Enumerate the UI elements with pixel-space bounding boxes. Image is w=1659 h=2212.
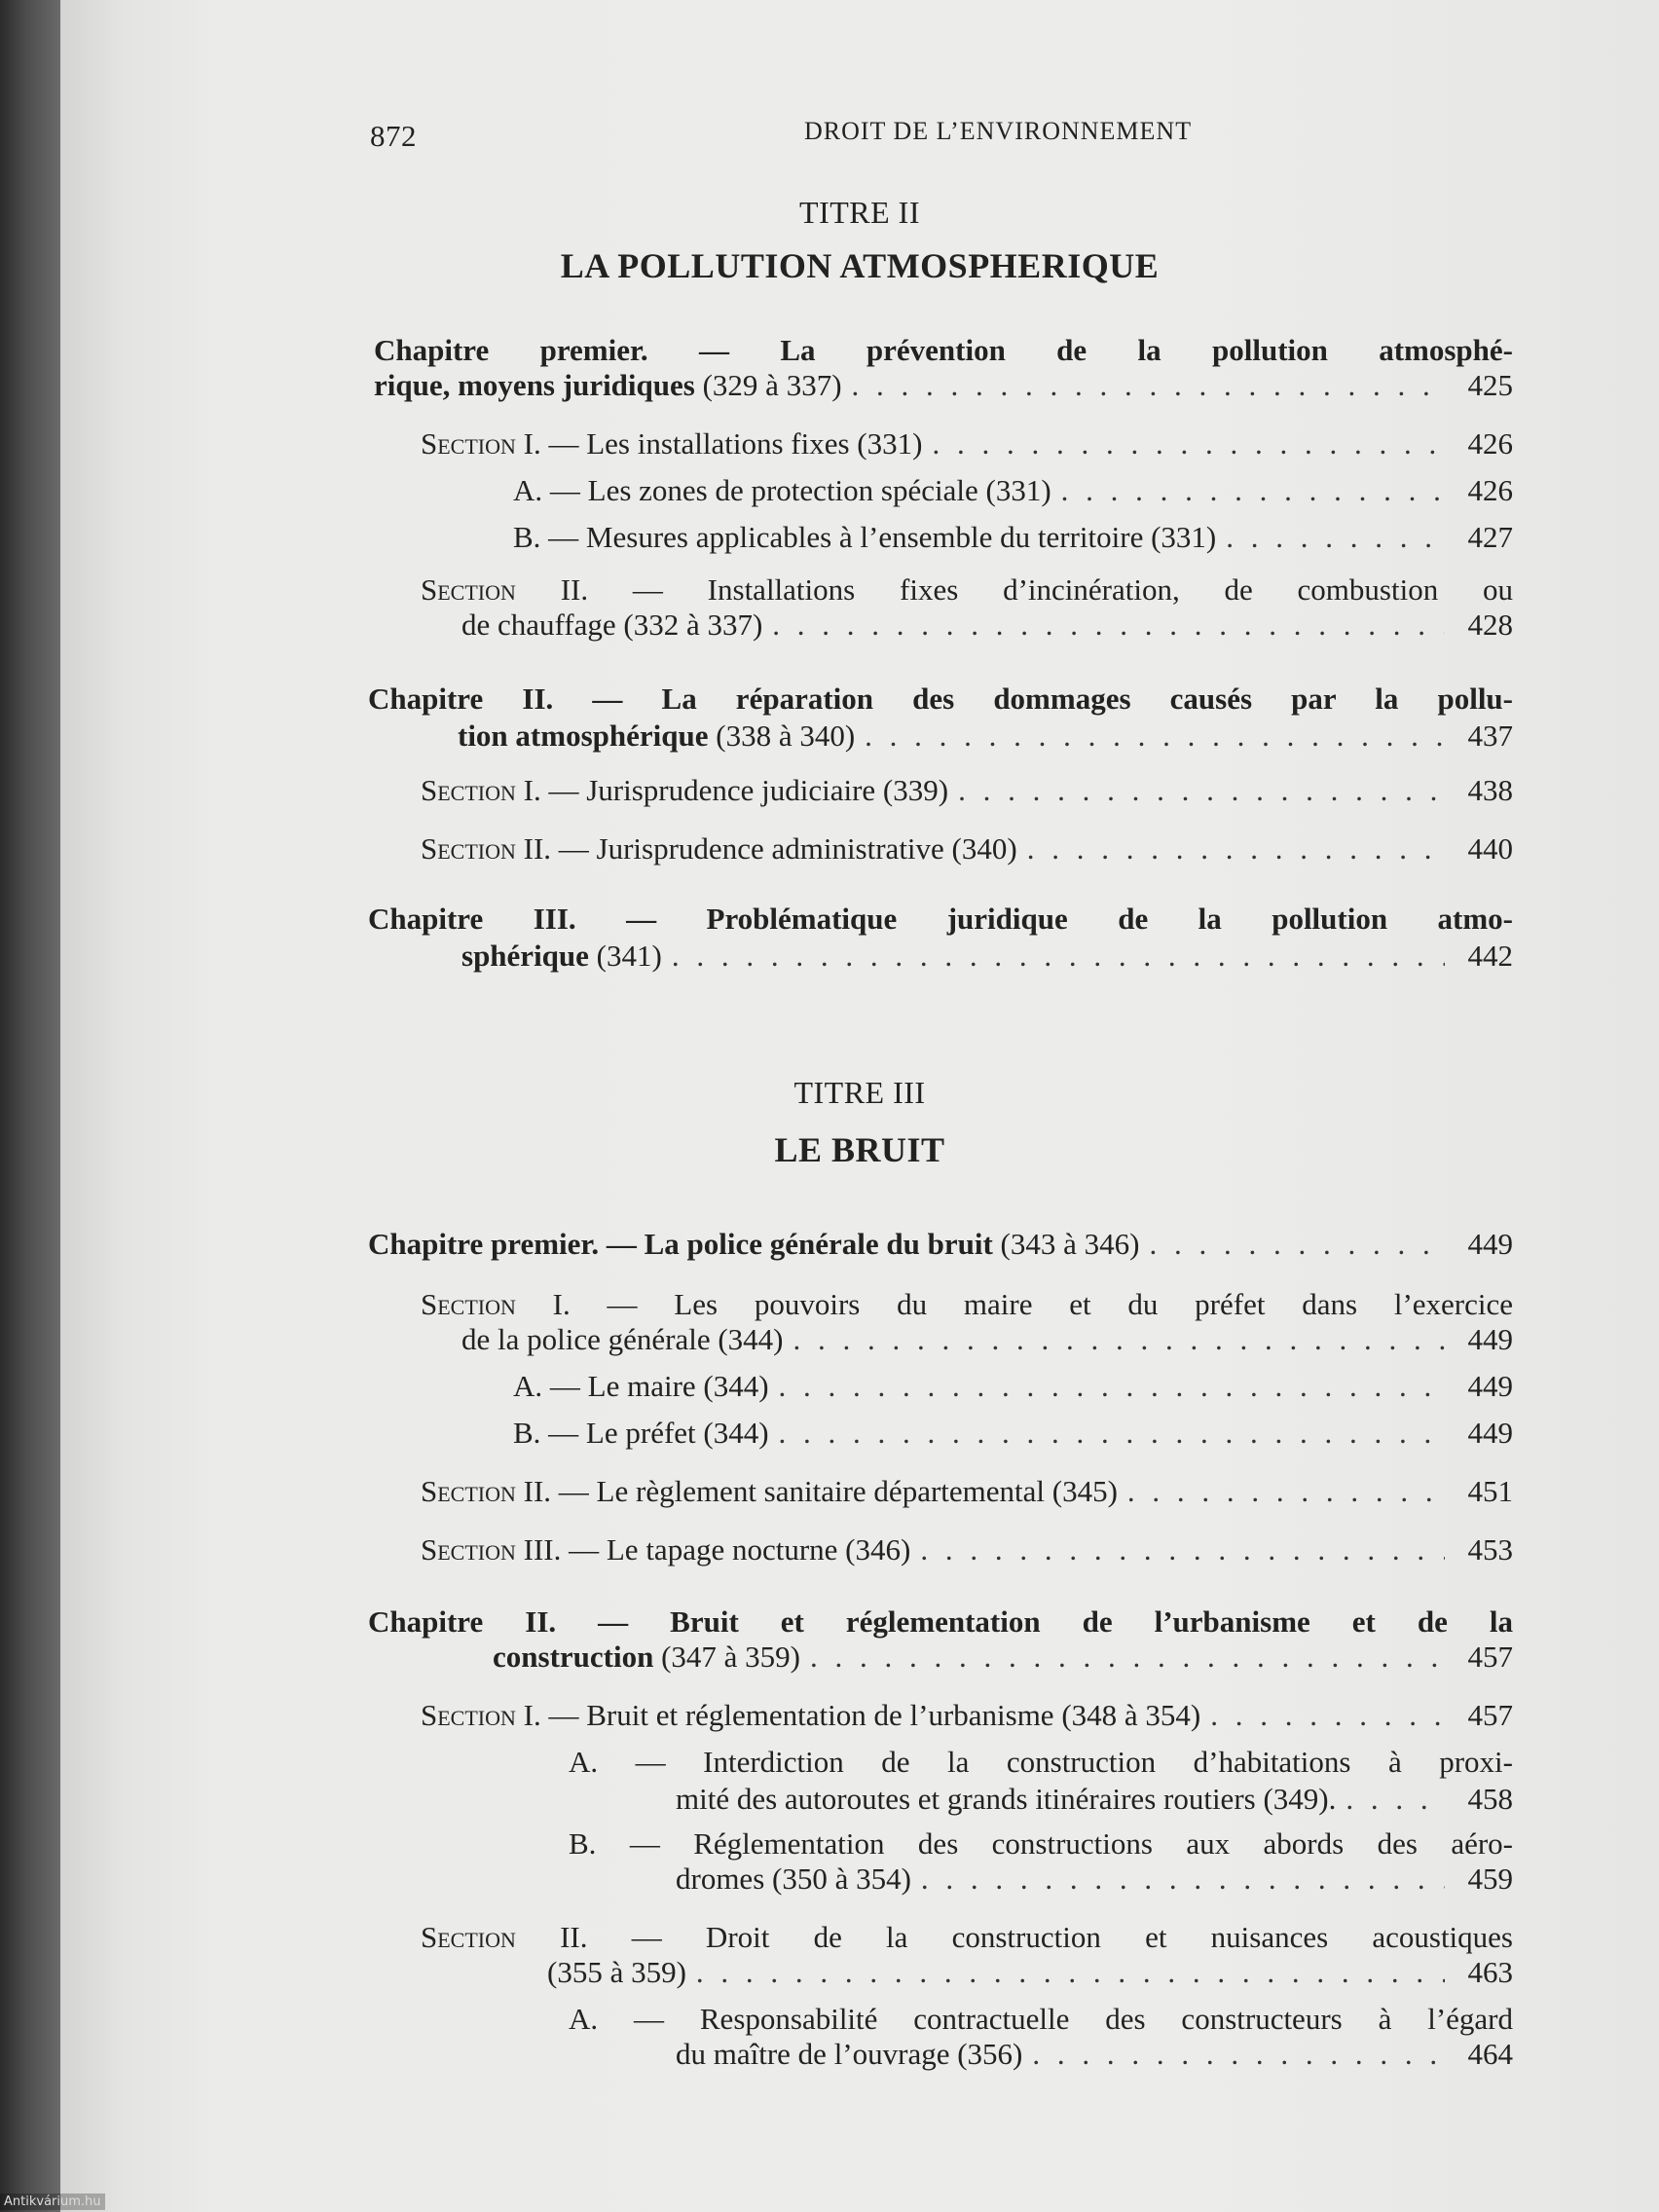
dot-leader xyxy=(932,424,1445,463)
bruit-section-1-b-title: B. — Le préfet (344) xyxy=(513,1416,769,1450)
bruit-section-2-title: — Le règlement sanitaire départemental (345) xyxy=(558,1474,1118,1508)
chapter-1-page: 425 xyxy=(1467,368,1513,402)
bruit-section-3-entry xyxy=(421,1530,1513,1569)
dot-leader xyxy=(1061,471,1445,510)
bruit-ch2-section-2-a-page: 464 xyxy=(1467,2037,1513,2071)
chapter-2-page: 437 xyxy=(1467,719,1513,753)
bruit-ch2-section-2-page: 463 xyxy=(1467,1955,1513,1989)
bruit-chapter-2-title-end: construction xyxy=(493,1640,654,1674)
section-1-a-entry xyxy=(513,471,1513,510)
bruit-ch2-section-1-title: — Bruit et réglementation de l’urbanisme (348 à 354) xyxy=(548,1698,1201,1732)
bruit-chapter-1-range: (343 à 346) xyxy=(1000,1227,1140,1261)
bruit-chapter-1-page: 449 xyxy=(1467,1227,1513,1261)
chapter-2-line-1: Chapitre II. — La réparation des dommages causés par la pollu- xyxy=(368,682,1513,716)
chapter-1-line-1: Chapitre premier. — La prévention de la pollution atmosphé- xyxy=(374,333,1513,367)
bruit-section-2-entry xyxy=(421,1472,1513,1511)
bruit-ch2-section-2-a-line-1: A. — Responsabilité contractuelle des constructeurs à l’égard xyxy=(569,2002,1513,2036)
book-spine-shadow xyxy=(0,0,60,2212)
section-1-title: — Les installations fixes (331) xyxy=(548,426,923,461)
dot-leader xyxy=(865,717,1445,756)
chapter-2-section-1-label: Section I. xyxy=(421,773,541,807)
bruit-section-3-label: Section III. xyxy=(421,1532,562,1567)
dot-leader xyxy=(779,1414,1445,1453)
dot-leader xyxy=(1127,1472,1445,1511)
section-2-title-end: de chauffage (332 à 337) xyxy=(461,608,763,642)
book-page xyxy=(60,0,1659,2212)
section-1-entry xyxy=(421,424,1513,463)
bruit-section-1-entry xyxy=(461,1320,1513,1359)
chapter-3-line-1: Chapitre III. — Problématique juridique de la pollution atmo- xyxy=(368,902,1513,936)
bruit-section-3-page: 453 xyxy=(1467,1532,1513,1567)
chapter-2-entry xyxy=(458,717,1513,756)
bruit-ch2-a-line-1: A. — Interdiction de la construction d’habitations à proxi- xyxy=(569,1745,1513,1779)
chapter-3-title-end: sphérique xyxy=(461,939,589,973)
section-2-label: Section II. xyxy=(421,572,589,607)
bruit-section-1-b-page: 449 xyxy=(1467,1416,1513,1450)
titre-3-name: LE BRUIT xyxy=(774,1130,945,1169)
dot-leader xyxy=(772,606,1445,645)
dot-leader xyxy=(1149,1225,1445,1264)
chapter-1-title-end: rique, moyens juridiques xyxy=(374,368,695,402)
bruit-chapter-2-range: (347 à 359) xyxy=(661,1640,800,1674)
dot-leader xyxy=(921,1860,1445,1899)
titre-3-label: TITRE III xyxy=(793,1075,926,1110)
section-1-b-entry xyxy=(513,518,1513,557)
dot-leader xyxy=(1210,1696,1445,1735)
bruit-ch2-section-2-title-end: (355 à 359) xyxy=(547,1955,686,1989)
bruit-section-3-title: — Le tapage nocturne (346) xyxy=(569,1532,911,1567)
bruit-ch2-section-1-page: 457 xyxy=(1467,1698,1513,1732)
bruit-section-1-b-entry xyxy=(513,1414,1513,1453)
dot-leader xyxy=(1032,2035,1445,2074)
bruit-chapter-2-entry xyxy=(493,1638,1513,1677)
chapter-2-range: (338 à 340) xyxy=(716,719,856,753)
running-title: DROIT DE L’ENVIRONNEMENT xyxy=(804,117,1193,145)
bruit-ch2-a-entry xyxy=(676,1780,1513,1819)
bruit-section-1-a-entry xyxy=(513,1367,1513,1406)
chapter-3-range: (341) xyxy=(596,939,662,973)
bruit-section-2-page: 451 xyxy=(1467,1474,1513,1508)
bruit-ch2-section-2-entry xyxy=(547,1953,1513,1992)
section-2-entry xyxy=(461,606,1513,645)
bruit-ch2-section-2-a-title-end: du maître de l’ouvrage (356) xyxy=(676,2037,1023,2071)
bruit-ch2-section-2-a-entry xyxy=(676,2035,1513,2074)
bruit-chapter-1-entry xyxy=(368,1225,1513,1264)
chapter-2-section-2-label: Section II. xyxy=(421,831,552,866)
chapter-2-title-end: tion atmosphérique xyxy=(458,719,709,753)
chapter-3-page: 442 xyxy=(1467,939,1513,973)
bruit-ch2-section-2-title: — Droit de la construction et nuisances acoustiques xyxy=(631,1920,1513,1954)
bruit-ch2-b-entry xyxy=(676,1860,1513,1899)
bruit-section-1-label: Section I. xyxy=(421,1287,571,1321)
bruit-section-1-line-1 xyxy=(421,1285,1513,1324)
bruit-chapter-2-line-1: Chapitre II. — Bruit et réglementation de l’urbanisme et de la xyxy=(368,1604,1513,1639)
section-1-a-title: A. — Les zones de protection spéciale (331) xyxy=(513,473,1051,507)
dot-leader xyxy=(1226,518,1445,557)
dot-leader xyxy=(852,366,1445,405)
chapter-3-entry xyxy=(461,937,1513,976)
titre-2-label: TITRE II xyxy=(799,195,920,230)
bruit-ch2-a-page: 458 xyxy=(1467,1782,1513,1816)
watermark: Antikvárium.hu xyxy=(0,2194,105,2210)
chapter-2-section-1-title: — Jurisprudence judiciaire (339) xyxy=(548,773,949,807)
bruit-section-1-page: 449 xyxy=(1467,1322,1513,1356)
dot-leader xyxy=(1346,1780,1445,1819)
dot-leader xyxy=(1027,830,1445,868)
section-2-line-1 xyxy=(421,571,1513,609)
bruit-ch2-b-page: 459 xyxy=(1467,1862,1513,1896)
chapter-2-section-1-page: 438 xyxy=(1467,773,1513,807)
dot-leader xyxy=(672,937,1445,976)
bruit-ch2-section-1-label: Section I. xyxy=(421,1698,541,1732)
chapter-2-section-2-page: 440 xyxy=(1467,831,1513,866)
dot-leader xyxy=(793,1320,1446,1359)
section-2-page: 428 xyxy=(1467,608,1513,642)
chapter-2-section-1-entry xyxy=(421,771,1513,810)
bruit-section-1-title-end: de la police générale (344) xyxy=(461,1322,784,1356)
section-2-title: — Installations fixes d’incinération, de combustion ou xyxy=(632,572,1513,607)
bruit-ch2-section-1-entry xyxy=(421,1696,1513,1735)
chapter-1-range: (329 à 337) xyxy=(702,368,842,402)
chapter-2-section-2-entry xyxy=(421,830,1513,868)
titre-2-name: LA POLLUTION ATMOSPHERIQUE xyxy=(560,246,1160,285)
bruit-section-2-label: Section II. xyxy=(421,1474,552,1508)
bruit-section-1-a-page: 449 xyxy=(1467,1369,1513,1403)
section-1-label: Section I. xyxy=(421,426,541,461)
section-1-page: 426 xyxy=(1467,426,1513,461)
dot-leader xyxy=(810,1638,1445,1677)
dot-leader xyxy=(779,1367,1445,1406)
bruit-section-1-a-title: A. — Le maire (344) xyxy=(513,1369,769,1403)
section-1-b-page: 427 xyxy=(1467,520,1513,554)
dot-leader xyxy=(958,771,1445,810)
bruit-ch2-b-line-1: B. — Réglementation des constructions aux abords des aéro- xyxy=(569,1826,1513,1861)
section-1-a-page: 426 xyxy=(1467,473,1513,507)
chapter-2-section-2-title: — Jurisprudence administrative (340) xyxy=(558,831,1017,866)
chapter-1-entry xyxy=(374,366,1513,405)
bruit-ch2-section-2-label: Section II. xyxy=(421,1920,588,1954)
bruit-section-1-title: — Les pouvoirs du maire et du préfet dans l’exercice xyxy=(607,1287,1514,1321)
bruit-ch2-b-title-end: dromes (350 à 354) xyxy=(676,1862,911,1896)
dot-leader xyxy=(920,1530,1445,1569)
bruit-chapter-1-title: Chapitre premier. — La police générale du bruit xyxy=(368,1227,993,1261)
bruit-chapter-2-page: 457 xyxy=(1467,1640,1513,1674)
page-number: 872 xyxy=(370,119,417,153)
bruit-ch2-section-2-line-1 xyxy=(421,1918,1513,1957)
dot-leader xyxy=(696,1953,1445,1992)
section-1-b-title: B. — Mesures applicables à l’ensemble du territoire (331) xyxy=(513,520,1217,554)
bruit-ch2-a-title-end: mité des autoroutes et grands itinéraires routiers (349). xyxy=(676,1782,1337,1816)
